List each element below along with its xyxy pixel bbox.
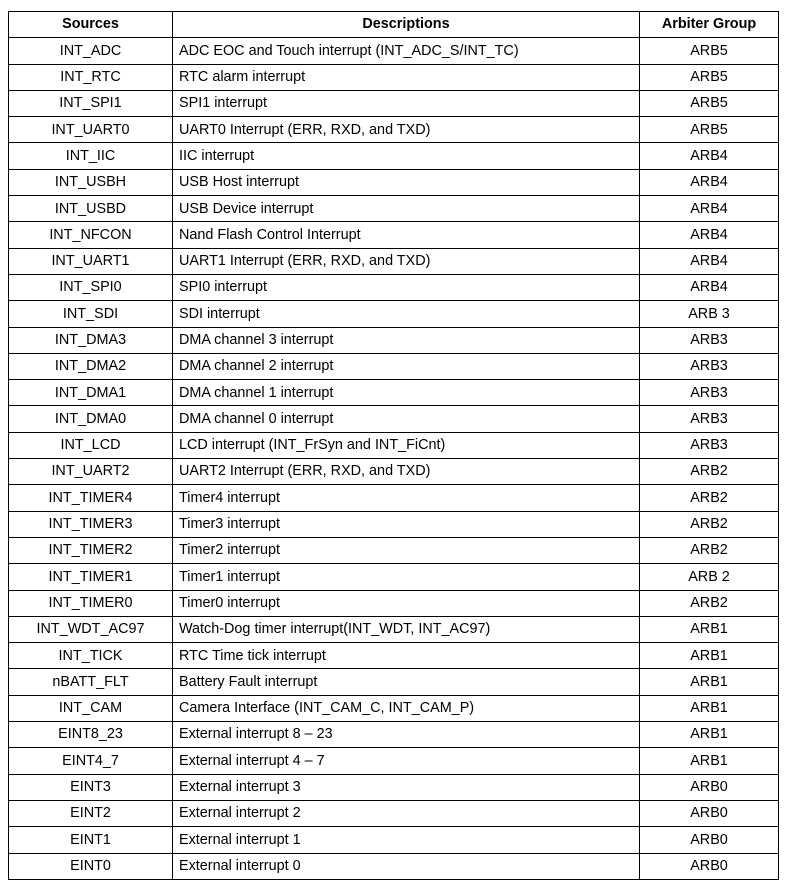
cell-source: INT_UART1 — [9, 248, 173, 274]
cell-arbiter-group: ARB5 — [640, 64, 779, 90]
table-row — [9, 432, 779, 458]
table-row — [9, 537, 779, 563]
table-row — [9, 643, 779, 669]
cell-source: INT_WDT_AC97 — [9, 616, 173, 642]
cell-description: External interrupt 2 — [173, 800, 640, 826]
cell-arbiter-group: ARB1 — [640, 669, 779, 695]
cell-source: INT_IIC — [9, 143, 173, 169]
cell-description: ADC EOC and Touch interrupt (INT_ADC_S/INT_TC) — [173, 38, 640, 64]
cell-description: Timer4 interrupt — [173, 485, 640, 511]
cell-source: INT_DMA1 — [9, 380, 173, 406]
table-row — [9, 853, 779, 879]
table-row — [9, 616, 779, 642]
cell-description: USB Device interrupt — [173, 196, 640, 222]
cell-description: RTC alarm interrupt — [173, 64, 640, 90]
cell-arbiter-group: ARB2 — [640, 511, 779, 537]
table-row — [9, 380, 779, 406]
table-row — [9, 196, 779, 222]
cell-arbiter-group: ARB4 — [640, 143, 779, 169]
cell-source: INT_TIMER0 — [9, 590, 173, 616]
table-row — [9, 301, 779, 327]
cell-source: EINT8_23 — [9, 722, 173, 748]
cell-arbiter-group: ARB2 — [640, 485, 779, 511]
cell-source: INT_RTC — [9, 64, 173, 90]
cell-description: DMA channel 3 interrupt — [173, 327, 640, 353]
cell-source: INT_DMA3 — [9, 327, 173, 353]
cell-description: SDI interrupt — [173, 301, 640, 327]
cell-description: UART1 Interrupt (ERR, RXD, and TXD) — [173, 248, 640, 274]
table-body — [9, 38, 779, 880]
cell-description: LCD interrupt (INT_FrSyn and INT_FiCnt) — [173, 432, 640, 458]
cell-source: INT_SPI0 — [9, 274, 173, 300]
cell-description: DMA channel 0 interrupt — [173, 406, 640, 432]
cell-arbiter-group: ARB3 — [640, 432, 779, 458]
cell-description: External interrupt 8 – 23 — [173, 722, 640, 748]
table-row — [9, 485, 779, 511]
cell-description: DMA channel 1 interrupt — [173, 380, 640, 406]
table-row — [9, 327, 779, 353]
cell-source: INT_UART0 — [9, 117, 173, 143]
cell-source: INT_NFCON — [9, 222, 173, 248]
cell-arbiter-group: ARB2 — [640, 459, 779, 485]
cell-source: INT_TIMER1 — [9, 564, 173, 590]
table-row — [9, 38, 779, 64]
cell-source: INT_DMA0 — [9, 406, 173, 432]
cell-arbiter-group: ARB0 — [640, 774, 779, 800]
cell-description: External interrupt 1 — [173, 827, 640, 853]
cell-description: External interrupt 4 – 7 — [173, 748, 640, 774]
cell-source: INT_USBH — [9, 169, 173, 195]
table-row — [9, 459, 779, 485]
table-row — [9, 748, 779, 774]
table-row — [9, 590, 779, 616]
cell-arbiter-group: ARB1 — [640, 748, 779, 774]
cell-source: EINT3 — [9, 774, 173, 800]
cell-description: UART2 Interrupt (ERR, RXD, and TXD) — [173, 459, 640, 485]
header-descriptions: Descriptions — [173, 12, 640, 38]
table-row — [9, 511, 779, 537]
cell-description: Timer0 interrupt — [173, 590, 640, 616]
cell-source: nBATT_FLT — [9, 669, 173, 695]
interrupt-sources-table — [8, 11, 779, 880]
cell-arbiter-group: ARB0 — [640, 827, 779, 853]
cell-description: UART0 Interrupt (ERR, RXD, and TXD) — [173, 117, 640, 143]
cell-description: DMA channel 2 interrupt — [173, 353, 640, 379]
cell-source: EINT4_7 — [9, 748, 173, 774]
cell-source: INT_SPI1 — [9, 90, 173, 116]
table-row — [9, 406, 779, 432]
table-row — [9, 827, 779, 853]
cell-source: INT_UART2 — [9, 459, 173, 485]
header-sources: Sources — [9, 12, 173, 38]
cell-arbiter-group: ARB2 — [640, 590, 779, 616]
cell-arbiter-group: ARB5 — [640, 38, 779, 64]
table-row — [9, 695, 779, 721]
cell-source: INT_TICK — [9, 643, 173, 669]
cell-arbiter-group: ARB3 — [640, 353, 779, 379]
cell-arbiter-group: ARB3 — [640, 406, 779, 432]
table-row — [9, 169, 779, 195]
cell-arbiter-group: ARB4 — [640, 222, 779, 248]
cell-source: INT_TIMER2 — [9, 537, 173, 563]
cell-description: External interrupt 3 — [173, 774, 640, 800]
cell-arbiter-group: ARB 2 — [640, 564, 779, 590]
cell-arbiter-group: ARB1 — [640, 616, 779, 642]
cell-arbiter-group: ARB1 — [640, 722, 779, 748]
cell-description: Timer3 interrupt — [173, 511, 640, 537]
cell-source: INT_CAM — [9, 695, 173, 721]
table-row — [9, 274, 779, 300]
cell-arbiter-group: ARB5 — [640, 90, 779, 116]
cell-description: RTC Time tick interrupt — [173, 643, 640, 669]
header-arbiter-group: Arbiter Group — [640, 12, 779, 38]
cell-source: INT_TIMER4 — [9, 485, 173, 511]
cell-description: Nand Flash Control Interrupt — [173, 222, 640, 248]
cell-arbiter-group: ARB 3 — [640, 301, 779, 327]
table-row — [9, 222, 779, 248]
cell-description: External interrupt 0 — [173, 853, 640, 879]
cell-arbiter-group: ARB4 — [640, 169, 779, 195]
table-header-row — [9, 12, 779, 38]
table-row — [9, 800, 779, 826]
table-row — [9, 774, 779, 800]
cell-description: Battery Fault interrupt — [173, 669, 640, 695]
cell-arbiter-group: ARB3 — [640, 380, 779, 406]
cell-source: INT_LCD — [9, 432, 173, 458]
cell-source: INT_TIMER3 — [9, 511, 173, 537]
cell-arbiter-group: ARB4 — [640, 196, 779, 222]
cell-arbiter-group: ARB3 — [640, 327, 779, 353]
table-row — [9, 248, 779, 274]
cell-arbiter-group: ARB5 — [640, 117, 779, 143]
cell-description: SPI0 interrupt — [173, 274, 640, 300]
table-row — [9, 64, 779, 90]
cell-arbiter-group: ARB0 — [640, 800, 779, 826]
cell-source: EINT2 — [9, 800, 173, 826]
cell-source: EINT1 — [9, 827, 173, 853]
cell-arbiter-group: ARB4 — [640, 248, 779, 274]
cell-description: SPI1 interrupt — [173, 90, 640, 116]
cell-arbiter-group: ARB2 — [640, 537, 779, 563]
table-row — [9, 117, 779, 143]
cell-source: INT_ADC — [9, 38, 173, 64]
cell-description: Timer1 interrupt — [173, 564, 640, 590]
table-row — [9, 143, 779, 169]
table-row — [9, 669, 779, 695]
cell-description: IIC interrupt — [173, 143, 640, 169]
cell-arbiter-group: ARB4 — [640, 274, 779, 300]
cell-description: Camera Interface (INT_CAM_C, INT_CAM_P) — [173, 695, 640, 721]
table-row — [9, 353, 779, 379]
cell-description: Watch-Dog timer interrupt(INT_WDT, INT_AC97) — [173, 616, 640, 642]
cell-arbiter-group: ARB1 — [640, 695, 779, 721]
cell-source: EINT0 — [9, 853, 173, 879]
cell-description: Timer2 interrupt — [173, 537, 640, 563]
cell-arbiter-group: ARB0 — [640, 853, 779, 879]
cell-source: INT_USBD — [9, 196, 173, 222]
table-row — [9, 90, 779, 116]
cell-arbiter-group: ARB1 — [640, 643, 779, 669]
table-row — [9, 722, 779, 748]
table-row — [9, 564, 779, 590]
cell-source: INT_SDI — [9, 301, 173, 327]
cell-source: INT_DMA2 — [9, 353, 173, 379]
cell-description: USB Host interrupt — [173, 169, 640, 195]
